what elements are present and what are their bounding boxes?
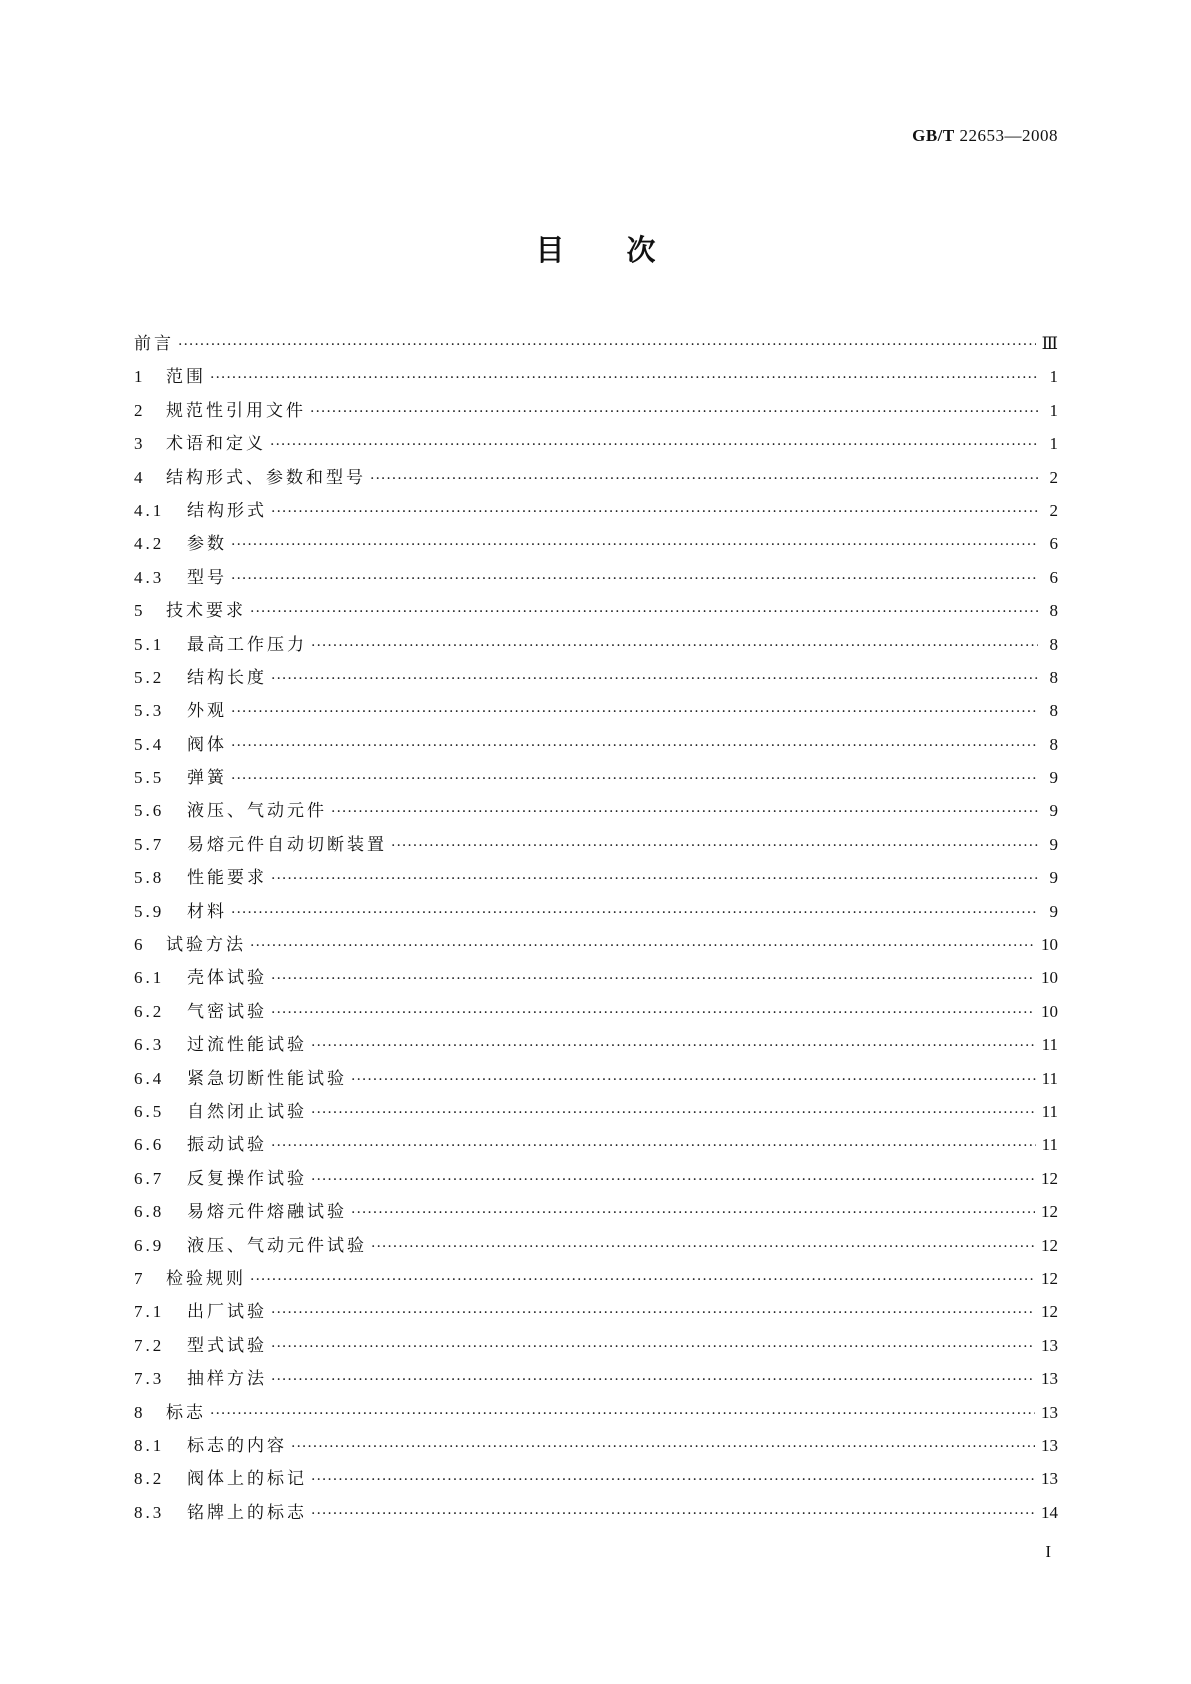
toc-entry-number: 8 bbox=[134, 1402, 146, 1422]
toc-entry-number: 4.2 bbox=[134, 534, 165, 554]
toc-entry-number: 5.8 bbox=[134, 868, 165, 888]
toc-entry[interactable] bbox=[134, 1396, 1058, 1429]
toc-entry[interactable] bbox=[134, 895, 1058, 928]
toc-entry-number: 1 bbox=[134, 367, 146, 387]
toc-entry-page: 12 bbox=[1041, 1235, 1058, 1255]
toc-entry[interactable] bbox=[134, 828, 1058, 861]
toc-entry[interactable] bbox=[134, 1462, 1058, 1495]
toc-entry-title: 出厂试验 bbox=[187, 1302, 267, 1323]
toc-entry-page: 1 bbox=[1049, 434, 1058, 454]
toc-dot-leader bbox=[351, 1064, 1036, 1097]
toc-entry-title: 技术要求 bbox=[166, 601, 246, 622]
toc-entry-number: 6.8 bbox=[134, 1202, 165, 1222]
toc-entry-page: 10 bbox=[1041, 1001, 1058, 1021]
toc-dot-leader bbox=[231, 696, 1038, 729]
toc-entry[interactable] bbox=[134, 594, 1058, 627]
toc-entry-title: 易熔元件自动切断装置 bbox=[187, 834, 387, 855]
toc-entry-title: 液压、气动元件 bbox=[187, 801, 327, 822]
toc-entry-title: 范围 bbox=[166, 367, 206, 388]
toc-entry[interactable] bbox=[134, 861, 1058, 894]
standard-code: 22653—2008 bbox=[959, 126, 1058, 145]
toc-dot-leader bbox=[370, 463, 1038, 496]
toc-entry-number: 8.3 bbox=[134, 1502, 165, 1522]
toc-entry[interactable] bbox=[134, 661, 1058, 694]
toc-entry-page: 9 bbox=[1049, 768, 1058, 788]
toc-entry[interactable] bbox=[134, 394, 1058, 427]
toc-entry-page: 2 bbox=[1049, 500, 1058, 520]
toc-entry-page: 9 bbox=[1049, 801, 1058, 821]
toc-entry-page: 13 bbox=[1041, 1402, 1058, 1422]
toc-dot-leader bbox=[250, 930, 1035, 963]
toc-dot-leader bbox=[271, 663, 1038, 696]
toc-dot-leader bbox=[271, 1297, 1035, 1330]
toc-entry-title: 外观 bbox=[187, 701, 227, 722]
toc-entry[interactable] bbox=[134, 995, 1058, 1028]
toc-entry-page: 2 bbox=[1049, 467, 1058, 487]
toc-dot-leader bbox=[271, 1364, 1035, 1397]
toc-dot-leader bbox=[270, 429, 1038, 462]
toc-entry-number: 5.3 bbox=[134, 701, 165, 721]
toc-dot-leader bbox=[310, 396, 1038, 429]
standard-prefix: GB/T bbox=[912, 126, 955, 145]
toc-entry-number: 4.1 bbox=[134, 500, 165, 520]
toc-entry-number: 6.6 bbox=[134, 1135, 165, 1155]
toc-entry-title: 试验方法 bbox=[166, 935, 246, 956]
toc-entry-title: 材料 bbox=[187, 901, 227, 922]
toc-entry[interactable] bbox=[134, 1095, 1058, 1128]
toc-entry-title: 标志 bbox=[166, 1402, 206, 1423]
toc-dot-leader bbox=[371, 1231, 1035, 1264]
toc-entry-title: 型式试验 bbox=[187, 1335, 267, 1356]
toc-dot-leader bbox=[178, 329, 1036, 362]
toc-entry-number: 7.1 bbox=[134, 1302, 165, 1322]
toc-entry-page: 8 bbox=[1049, 601, 1058, 621]
toc-entry-title: 易熔元件熔融试验 bbox=[187, 1202, 347, 1223]
toc-dot-leader bbox=[231, 529, 1038, 562]
toc-entry[interactable] bbox=[134, 928, 1058, 961]
toc-entry-title: 检验规则 bbox=[166, 1268, 246, 1289]
toc-entry-page: 11 bbox=[1041, 1068, 1058, 1088]
toc-entry[interactable] bbox=[134, 1229, 1058, 1262]
toc-entry-title: 最高工作压力 bbox=[187, 634, 307, 655]
toc-entry-title: 结构形式、参数和型号 bbox=[166, 467, 366, 488]
toc-dot-leader bbox=[231, 897, 1038, 930]
toc-entry-page: 12 bbox=[1041, 1168, 1058, 1188]
toc-entry-number: 7.2 bbox=[134, 1335, 165, 1355]
toc-dot-leader bbox=[311, 630, 1038, 663]
toc-entry[interactable] bbox=[134, 360, 1058, 393]
toc-entry-page: 14 bbox=[1041, 1502, 1058, 1522]
toc-entry-page: 9 bbox=[1049, 834, 1058, 854]
toc-entry-page: 10 bbox=[1041, 935, 1058, 955]
toc-entry-number: 2 bbox=[134, 400, 146, 420]
toc-dot-leader bbox=[210, 1398, 1035, 1431]
toc-entry-number: 4.3 bbox=[134, 567, 165, 587]
toc-entry-title: 结构形式 bbox=[187, 500, 267, 521]
toc-entry-number: 5.5 bbox=[134, 768, 165, 788]
toc-entry[interactable] bbox=[134, 794, 1058, 827]
toc-entry-page: 12 bbox=[1041, 1302, 1058, 1322]
toc-dot-leader bbox=[271, 1331, 1035, 1364]
toc-entry-title: 气密试验 bbox=[187, 1001, 267, 1022]
toc-entry-page: 8 bbox=[1049, 701, 1058, 721]
toc-dot-leader bbox=[271, 496, 1038, 529]
toc-entry-number: 6.9 bbox=[134, 1235, 165, 1255]
toc-entry-title: 反复操作试验 bbox=[187, 1168, 307, 1189]
toc-entry-page: 6 bbox=[1049, 567, 1058, 587]
toc-dot-leader bbox=[351, 1197, 1035, 1230]
toc-entry[interactable] bbox=[134, 1496, 1058, 1529]
standard-number bbox=[912, 126, 1058, 146]
toc-entry-page: 13 bbox=[1041, 1369, 1058, 1389]
toc-entry[interactable] bbox=[134, 527, 1058, 560]
toc-dot-leader bbox=[231, 563, 1038, 596]
toc-entry[interactable] bbox=[134, 1429, 1058, 1462]
toc-dot-leader bbox=[311, 1464, 1035, 1497]
page-title: 目次 bbox=[535, 233, 718, 267]
toc-entry-number: 7.3 bbox=[134, 1369, 165, 1389]
toc-entry-number: 4 bbox=[134, 467, 146, 487]
toc-entry-page: 12 bbox=[1041, 1268, 1058, 1288]
toc-entry-title: 振动试验 bbox=[187, 1135, 267, 1156]
toc-dot-leader bbox=[311, 1097, 1036, 1130]
toc-entry-page: 8 bbox=[1049, 734, 1058, 754]
toc-entry[interactable] bbox=[134, 628, 1058, 661]
toc-dot-leader bbox=[271, 997, 1035, 1030]
toc-entry-title: 阀体上的标记 bbox=[187, 1469, 307, 1490]
toc-entry-number: 6.5 bbox=[134, 1101, 165, 1121]
toc-entry-page: 8 bbox=[1049, 634, 1058, 654]
toc-entry-number: 5.1 bbox=[134, 634, 165, 654]
toc-entry-number: 8.2 bbox=[134, 1469, 165, 1489]
toc-entry-page: 13 bbox=[1041, 1435, 1058, 1455]
toc-entry[interactable] bbox=[134, 728, 1058, 761]
toc-entry-number: 5.6 bbox=[134, 801, 165, 821]
toc-entry-title: 弹簧 bbox=[187, 768, 227, 789]
toc-entry-number: 5 bbox=[134, 601, 146, 621]
toc-entry-page: 11 bbox=[1041, 1035, 1058, 1055]
toc-entry-number: 6.1 bbox=[134, 968, 165, 988]
toc-entry-number: 5.7 bbox=[134, 834, 165, 854]
toc-entry-number: 6.4 bbox=[134, 1068, 165, 1088]
toc-entry[interactable] bbox=[134, 961, 1058, 994]
toc-entry-number: 5.2 bbox=[134, 667, 165, 687]
toc-entry-number: 6 bbox=[134, 935, 146, 955]
toc-dot-leader bbox=[231, 763, 1038, 796]
toc-dot-leader bbox=[210, 362, 1038, 395]
toc-dot-leader bbox=[291, 1431, 1035, 1464]
toc-entry-title: 性能要求 bbox=[187, 868, 267, 889]
toc-entry[interactable] bbox=[134, 1195, 1058, 1228]
toc-dot-leader bbox=[311, 1498, 1035, 1531]
toc-entry[interactable] bbox=[134, 1295, 1058, 1328]
toc-dot-leader bbox=[250, 596, 1038, 629]
toc-entry-number: 6.3 bbox=[134, 1035, 165, 1055]
toc-entry-page: 13 bbox=[1041, 1469, 1058, 1489]
toc-entry-title: 术语和定义 bbox=[166, 434, 266, 455]
toc-dot-leader bbox=[311, 1030, 1036, 1063]
toc-entry[interactable] bbox=[134, 1329, 1058, 1362]
toc-entry[interactable] bbox=[134, 561, 1058, 594]
toc-entry[interactable] bbox=[134, 1128, 1058, 1161]
toc-entry-title: 铭牌上的标志 bbox=[187, 1502, 307, 1523]
toc-entry-title: 紧急切断性能试验 bbox=[187, 1068, 347, 1089]
toc-entry-title: 抽样方法 bbox=[187, 1369, 267, 1390]
table-of-contents bbox=[134, 327, 1058, 1529]
toc-dot-leader bbox=[250, 1264, 1035, 1297]
toc-dot-leader bbox=[391, 830, 1038, 863]
toc-entry-page: 11 bbox=[1041, 1135, 1058, 1155]
toc-entry-number: 5.4 bbox=[134, 734, 165, 754]
page-number: I bbox=[1045, 1542, 1051, 1561]
toc-entry-title: 标志的内容 bbox=[187, 1435, 287, 1456]
toc-entry-page: 11 bbox=[1041, 1101, 1058, 1121]
toc-entry-title: 壳体试验 bbox=[187, 968, 267, 989]
toc-dot-leader bbox=[331, 796, 1038, 829]
toc-entry-page: 9 bbox=[1049, 901, 1058, 921]
toc-entry[interactable] bbox=[134, 494, 1058, 527]
toc-entry-page: 12 bbox=[1041, 1202, 1058, 1222]
toc-entry-page: 6 bbox=[1049, 534, 1058, 554]
toc-entry[interactable] bbox=[134, 427, 1058, 460]
toc-entry-number: 3 bbox=[134, 434, 146, 454]
toc-entry-page: 10 bbox=[1041, 968, 1058, 988]
toc-entry[interactable] bbox=[134, 1262, 1058, 1295]
toc-entry-title: 规范性引用文件 bbox=[166, 400, 306, 421]
toc-entry-title: 阀体 bbox=[187, 734, 227, 755]
toc-entry[interactable] bbox=[134, 461, 1058, 494]
toc-entry[interactable] bbox=[134, 327, 1058, 360]
toc-entry-title: 过流性能试验 bbox=[187, 1035, 307, 1056]
toc-entry-page: 9 bbox=[1049, 868, 1058, 888]
toc-entry-page: 1 bbox=[1049, 367, 1058, 387]
toc-entry-number: 5.9 bbox=[134, 901, 165, 921]
toc-entry-title: 自然闭止试验 bbox=[187, 1101, 307, 1122]
toc-entry-number: 8.1 bbox=[134, 1435, 165, 1455]
toc-entry[interactable] bbox=[134, 1062, 1058, 1095]
toc-entry-number: 6.7 bbox=[134, 1168, 165, 1188]
toc-entry-title: 前言 bbox=[134, 334, 174, 354]
toc-entry-title: 参数 bbox=[187, 534, 227, 555]
toc-dot-leader bbox=[271, 963, 1035, 996]
toc-dot-leader bbox=[271, 1130, 1036, 1163]
toc-dot-leader bbox=[271, 863, 1038, 896]
toc-entry-page: 1 bbox=[1049, 400, 1058, 420]
toc-entry[interactable] bbox=[134, 1162, 1058, 1195]
toc-dot-leader bbox=[311, 1164, 1035, 1197]
toc-entry-title: 液压、气动元件试验 bbox=[187, 1235, 367, 1256]
toc-entry-title: 结构长度 bbox=[187, 667, 267, 688]
toc-entry[interactable] bbox=[134, 1028, 1058, 1061]
toc-entry-page: 13 bbox=[1041, 1335, 1058, 1355]
toc-entry[interactable] bbox=[134, 694, 1058, 727]
toc-entry[interactable] bbox=[134, 1362, 1058, 1395]
toc-dot-leader bbox=[231, 730, 1038, 763]
toc-entry[interactable] bbox=[134, 761, 1058, 794]
toc-entry-title: 型号 bbox=[187, 567, 227, 588]
toc-entry-number: 6.2 bbox=[134, 1001, 165, 1021]
toc-entry-number: 7 bbox=[134, 1268, 146, 1288]
toc-entry-page: Ⅲ bbox=[1041, 334, 1058, 353]
toc-entry-page: 8 bbox=[1049, 667, 1058, 687]
